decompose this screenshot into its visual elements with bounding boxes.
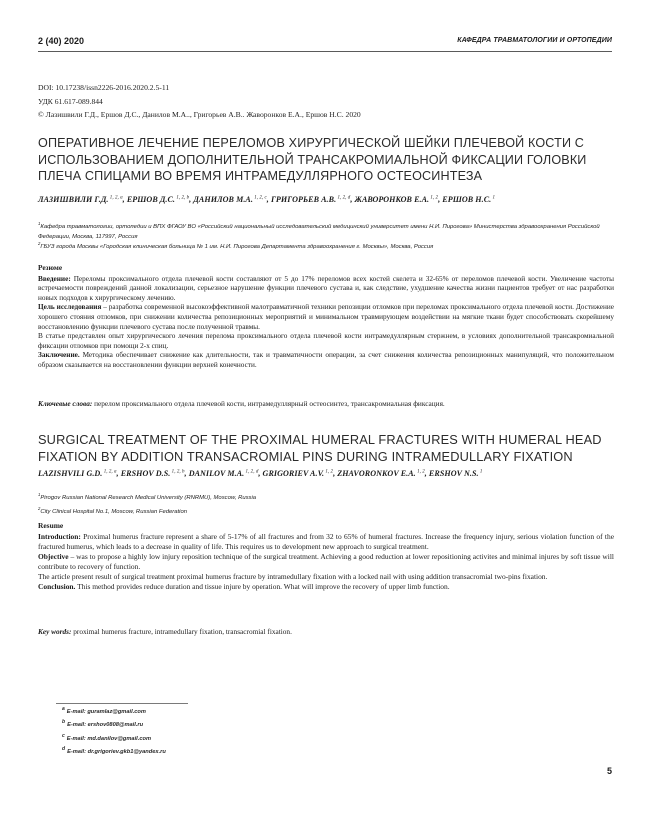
footnote-text: E-mail: ershov0808@mail.ru: [67, 722, 144, 729]
keywords-label: Ключевые слова:: [38, 399, 93, 408]
footnote-marker: c: [62, 732, 65, 739]
author-name: ДАНИЛОВ М.А.: [193, 195, 253, 204]
author-name: ЕРШОВ Н.С.: [442, 195, 492, 204]
intro-text: Proximal humerus fracture represent a share of 5-17% of all fractures and from 32 to 65% of humeral fractures. Increase the frequency injury, serious violation function of the fractured humerus, which leads to a decrease in quality of life. This requires us to development new approach to surgical treatment.: [38, 532, 614, 551]
author-affiliation-marks: 1, 2: [415, 469, 425, 475]
conclusion-label: Заключение.: [38, 351, 80, 360]
abstract-intro-ru: [38, 275, 614, 304]
footnote-marker: b: [62, 719, 66, 726]
affiliation-text: City Clinical Hospital No.1, Moscow, Russian Federation: [40, 508, 188, 515]
footnotes: [62, 704, 166, 758]
footnote-text: E-mail: guramlaz@gmail.com: [66, 708, 146, 715]
udc-code: УДК 61.617-089.844: [38, 96, 103, 106]
objective-label: Objective: [38, 552, 69, 561]
abstract-conclusion-ru: [38, 351, 614, 370]
abstract-ru: [38, 264, 614, 371]
article-title-ru: ОПЕРАТИВНОЕ ЛЕЧЕНИЕ ПЕРЕЛОМОВ ХИРУРГИЧЕСКОЙ ШЕЙКИ ПЛЕЧЕВОЙ КОСТИ С ИСПОЛЬЗОВАНИЕМ ДОПОЛНИТЕЛЬНОЙ ТРАНСАКРОМИАЛЬНОЙ ФИКСАЦИИ ГОЛОВКИ ПЛЕЧА СПИЦАМИ ВО ВРЕМЯ ИНТРАМЕДУЛЛЯРНОГО ОСТЕОСИНТЕЗА: [38, 136, 587, 184]
keywords-text: перелом проксимального отдела плечевой кости, интрамедуллярный остеосинтез, трансакромиальная фиксация.: [92, 399, 445, 408]
issue-number: 2 (40) 2020: [38, 36, 85, 46]
abstract-aim-ru: [38, 303, 614, 332]
author-name: DANILOV M.A.: [188, 469, 245, 478]
article-metadata: [38, 81, 361, 122]
journal-name: КАФЕДРА ТРАВМАТОЛОГИИ И ОРТОПЕДИИ: [457, 37, 612, 44]
author-name: GRIGORIEV A.V.: [262, 469, 325, 478]
abstract-body-ru: В статье представлен опыт хирургического лечения перелома проксимального отдела плечевой кости интрамедуллярным стержнем, в условиях дополнительной трансакромиальной фиксации отломков при помощи 2-х спиц.: [38, 332, 614, 350]
abstract-objective-en: [38, 552, 614, 572]
abstract-heading-ru: Резюме: [38, 264, 63, 272]
affiliation-number: 1: [38, 492, 41, 497]
author-name: ЖАВОРОНКОВ Е.А.: [354, 195, 430, 204]
author-affiliation-marks: 1, 2, b: [170, 469, 185, 475]
author-name: ERSHOV N.S.: [428, 469, 479, 478]
running-header: [38, 36, 612, 52]
keywords-label: Key words:: [38, 627, 72, 636]
author-affiliation-marks: 1: [491, 195, 496, 201]
author-affiliation-marks: 1, 2, c: [252, 195, 267, 201]
affiliation-number: 1: [38, 221, 41, 226]
author-list-ru: ЛАЗИШВИЛИ Г.Д. $^{1, 2, a}$, ЕРШОВ Д.С. $^{1, 2, b}$, ДАНИЛОВ М.А. $^{1, 2, c}$, ГРИГОРЬЕВ А.В. $^{1, 2, d}$, ЖАВОРОНКОВ Е.А. $^{1, 2}$, ЕРШОВ Н.С. $^1$: [38, 195, 496, 204]
keywords-ru: [38, 399, 614, 409]
abstract-intro-en: [38, 532, 614, 552]
intro-label: Введение:: [38, 274, 71, 283]
footnote-marker: a: [62, 706, 65, 712]
author-list-en: LAZISHVILI G.D. $^{1, 2, a}$, ERSHOV D.S. $^{1, 2, b}$, DANILOV M.A. $^{1, 2, d}$, GRIGORIEV A.V. $^{1, 2}$, ZHAVORONKOV E.A. $^{1, 2}$, ERSHOV N.S. $^1$: [38, 469, 483, 478]
author-name: LAZISHVILI G.D.: [38, 469, 103, 478]
abstract-conclusion-en: [38, 582, 614, 592]
footnote-text: E-mail: md.danilov@gmail.com: [66, 735, 152, 742]
author-affiliation-marks: 1, 2: [324, 469, 334, 475]
author-affiliation-marks: 1, 2: [429, 195, 439, 201]
footnote-email[interactable]: [62, 704, 166, 717]
author-name: ERSHOV D.S.: [120, 469, 171, 478]
author-affiliation-marks: 1, 2, a: [108, 195, 123, 201]
objective-text: – was to propose a highly low injury reposition technique of the surgical treatment. Achieving a good reduction at lower repositioning activites and minimal injures by soft tissue will contribute to recovery of function.: [38, 552, 614, 571]
intro-text: Переломы проксимального отдела плечевой кости составляют от 5 до 17% переломов всех костей скелета и 32-65% от переломов плечевой кости. Увеличение частоты встречаемости повреждений данной локализации, серьезное нарушение функции плечевого сустава и, как следствие, ухудшение качества жизни пациентов требует от нас разработки новых подходов к хирургическому лечению.: [38, 274, 614, 302]
affiliation-text: Кафедра травматологии, ортопедии и ВПХ ФГАОУ ВО «Российский национальный исследовательский медицинский университет имени Н.И. Пирогова» Министерства здравоохранения Российской Федерации, Москва, 117997, Россия: [38, 223, 600, 240]
conclusion-text: This method provides reduce duration and tissue injure by operation. What will improve the recovery of upper limb function.: [75, 582, 450, 591]
abstract-en: [38, 521, 614, 592]
footnote-email[interactable]: [62, 731, 166, 744]
affiliation-en-1: [38, 490, 613, 503]
conclusion-label: Conclusion.: [38, 582, 76, 591]
affiliation-number: 2: [38, 241, 41, 246]
author-name: ЛАЗИШВИЛИ Г.Д.: [38, 195, 109, 204]
author-affiliation-marks: 1, 2, b: [175, 195, 190, 201]
page-number: 5: [606, 766, 612, 776]
copyright: © Лазишвили Г.Д., Ершов Д.С., Данилов М.А.., Григорьев А.В.. Жаворонков Е.А., Ершов Н.С. 2020: [38, 110, 361, 119]
footnote-marker: d: [62, 746, 66, 753]
footnote-email[interactable]: [62, 744, 166, 757]
header-divider: [38, 51, 612, 52]
intro-label: Introduction:: [38, 532, 81, 541]
aim-label: Цель исследования: [38, 303, 102, 312]
doi[interactable]: DOI: 10.17238/issn2226-2016.2020.2.5-11: [38, 83, 170, 92]
footnote-text: E-mail: dr.grigoriev.gkb1@yandex.ru: [67, 749, 166, 756]
author-affiliation-marks: 1, 2, d: [244, 469, 259, 475]
conclusion-text: Методика обеспечивает снижение как длительности, так и травматичности операции, за счет снижения количества репозиционных манипуляций, что положительном образом сказывается на восстановлении функции верхней конечности.: [38, 351, 614, 369]
affiliation-text: Pirogov Russian National Research Medical University (RNRMU), Moscow, Russia: [40, 494, 257, 501]
aim-text: – разработка современной высокоэффективной малотравматичной техники репозиции отломков при переломах проксимального отдела плечевой кости. Достижение хорошего стояния отломков, при снижении количества репозиционных мероприятий и минимальном травмирующем воздействии на мягкие ткани будет способствовать скорейшему восстановлению функции плечевого сустава после полученной травмы.: [38, 303, 614, 331]
author-affiliation-marks: 1: [478, 469, 483, 475]
footnote-email[interactable]: [62, 717, 166, 730]
abstract-body-en: The article present result of surgical treatment proximal humerus fracture by intramedullary fixation with a locked nail with using addition transacromial two-pins fixation.: [38, 572, 548, 581]
affiliation-en-2: [38, 504, 613, 517]
author-name: ZHAVORONKOV E.A.: [337, 469, 416, 478]
keywords-en: [38, 627, 614, 637]
author-name: ГРИГОРЬЕВ А.В.: [270, 195, 337, 204]
article-title-en: SURGICAL TREATMENT OF THE PROXIMAL HUMERAL FRACTURES WITH HUMERAL HEAD FIXATION BY ADDITION TRANSACROMIAL PINS DURING INTRAMEDULLARY FIXATION: [38, 432, 602, 464]
author-affiliation-marks: 1, 2, a: [102, 469, 117, 475]
keywords-text: proximal humerus fracture, intramedullary fixation, transacromial fixation.: [71, 627, 292, 636]
abstract-heading-en: Resume: [38, 521, 64, 530]
author-name: ЕРШОВ Д.С.: [126, 195, 176, 204]
affiliation-ru-2: [38, 239, 613, 252]
affiliation-text: ГБУЗ города Москвы «Городская клиническая больница № 1 им. Н.И. Пирогова Департамента здравоохранения г. Москвы», Москва, Россия: [40, 243, 434, 250]
affiliation-number: 2: [38, 506, 41, 511]
author-affiliation-marks: 1, 2, d: [336, 195, 351, 201]
